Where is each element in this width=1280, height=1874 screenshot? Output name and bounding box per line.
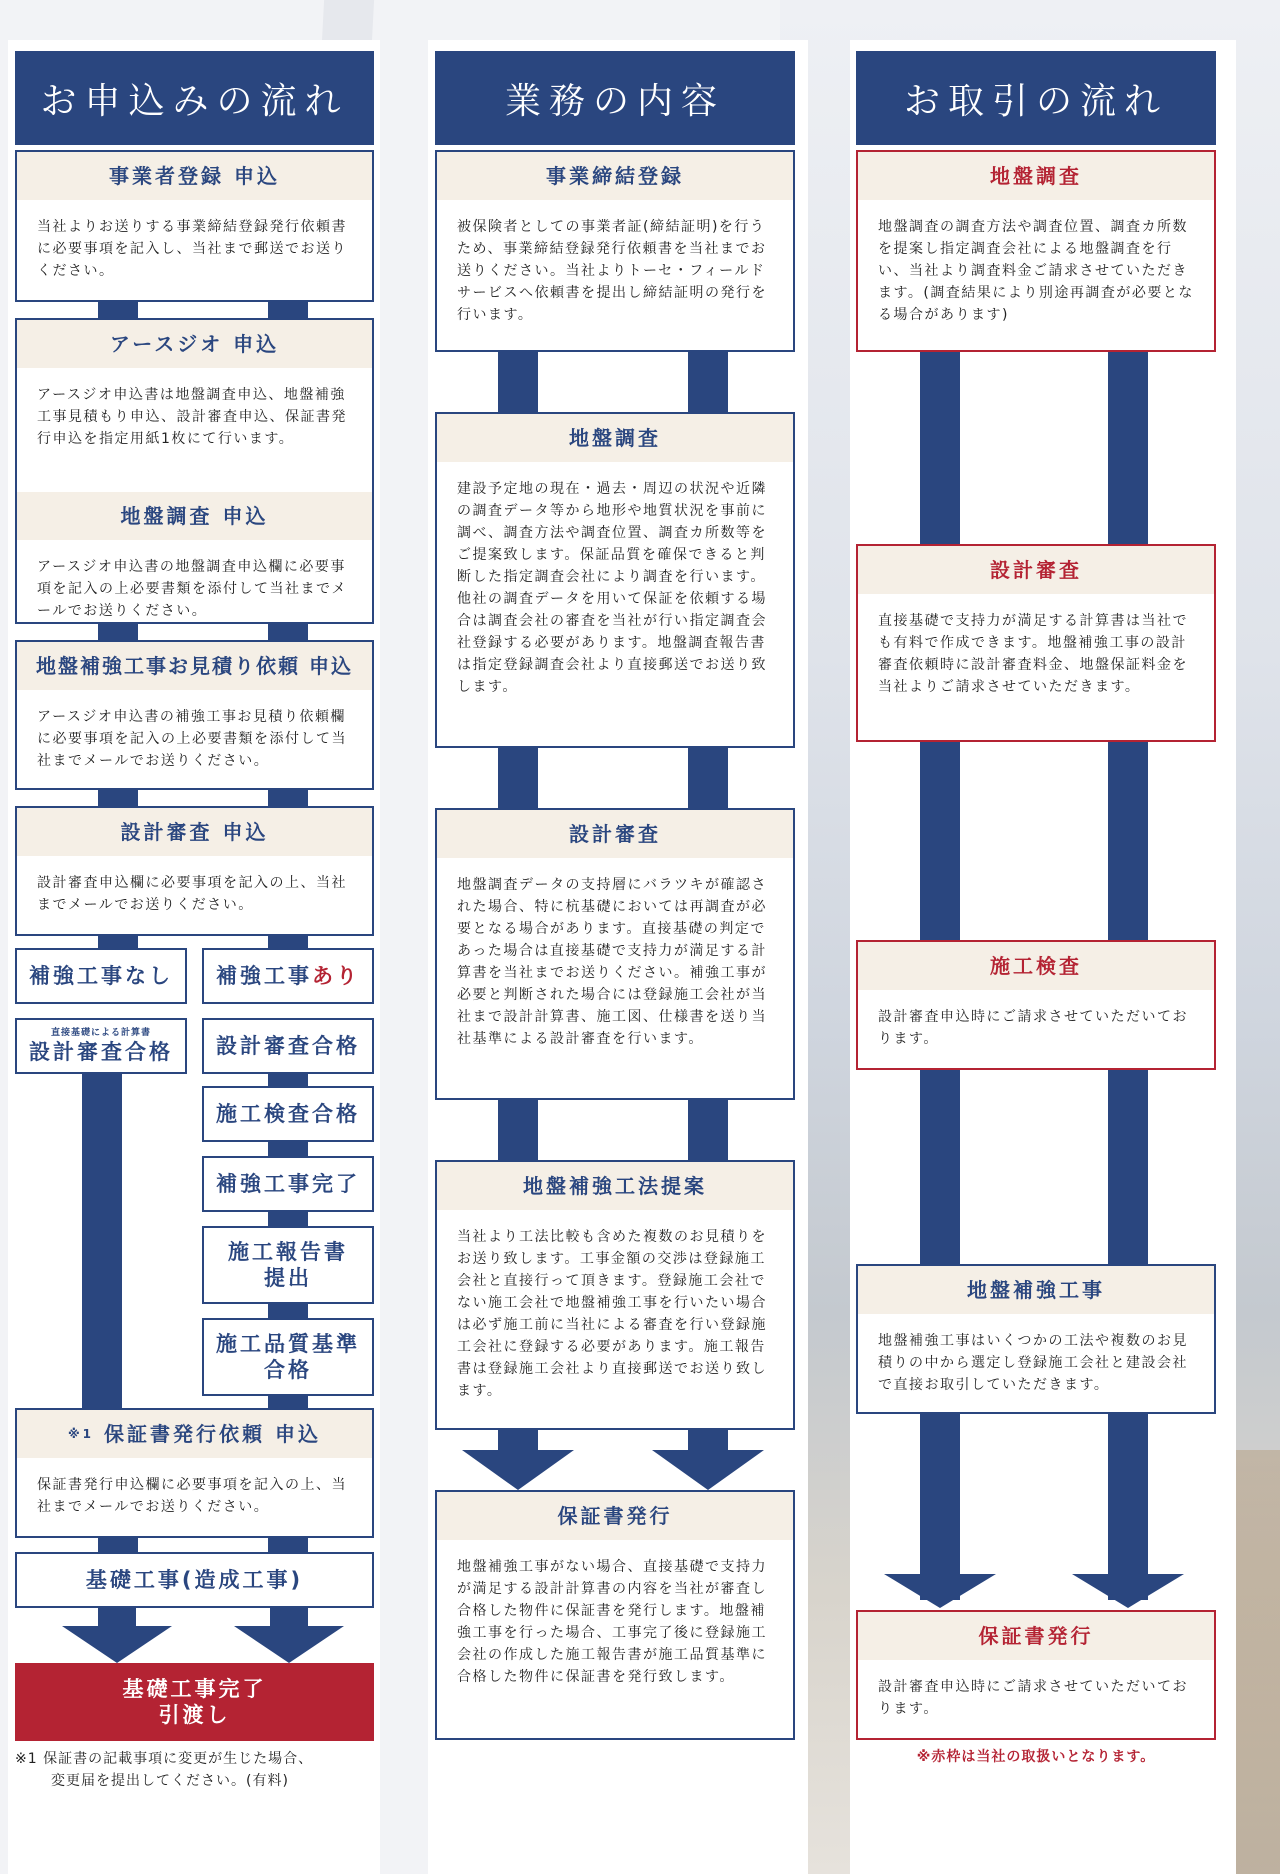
middle-column-title: 業務の内容	[504, 80, 725, 122]
right-box-reinforcement-work	[856, 1264, 1216, 1414]
down-arrow	[234, 1608, 344, 1663]
box-body: 地盤調査データの支持層にバラツキが確認された場合、特に杭基礎においては再調査が必要となる場合があります。直接基礎の判定であった場合は直接基礎で支持力が満足する計算書を当社までお送りください。補強工事が必要と判断された場合には登録施工会社が当社まで設計計算書、施工図、仕様書を送り当社基準による設計審査を行います。	[457, 877, 767, 1047]
box-title: 地盤補強工事	[858, 1266, 1214, 1314]
box-body: 設計審査申込欄に必要事項を記入の上、当社までメールでお送りください。	[37, 875, 347, 913]
box-body: 地盤補強工事はいくつかの工法や複数のお見積りの中から選定し登録施工会社と建設会社で直接お取引していただきます。	[878, 1333, 1188, 1393]
right-box-construction-inspection	[856, 940, 1216, 1070]
left-box-earthgeo-application	[15, 318, 374, 624]
branch-no-label: 補強工事なし	[29, 964, 173, 988]
yes-path-label: 設計審査合格	[216, 1034, 360, 1058]
yes-path-label: 補強工事完了	[216, 1172, 360, 1196]
box-title: 設計審査 申込	[17, 808, 372, 856]
middle-column-header	[435, 51, 795, 145]
box-body: 被保険者としての事業者証(締結証明)を行うため、事業締結登録発行依頼書を当社までお送りください。当社よりトーセ・フィールドサービスへ依頼書を提出し締結証明の発行を行います。	[457, 219, 767, 323]
box-title: 設計審査	[858, 546, 1214, 594]
box-body: 当社よりお送りする事業締結登録発行依頼書に必要事項を記入し、当社まで郵送でお送りください。	[37, 219, 347, 279]
left-box-design-review-application	[15, 806, 374, 936]
no-path-small-label: 直接基礎による計算書	[50, 1028, 151, 1038]
final-line1: 基礎工事完了	[122, 1677, 267, 1701]
left-column-header	[15, 51, 374, 145]
final-handover	[15, 1663, 374, 1741]
box-body: 設計審査申込時にご請求させていただいております。	[878, 1679, 1188, 1717]
down-arrow	[462, 1428, 574, 1490]
box-title: 地盤調査	[437, 414, 793, 462]
branch-yes-emphasis: あり	[312, 964, 360, 988]
branch-yes-label: 補強工事	[216, 964, 312, 988]
box-title: 地盤調査	[858, 152, 1214, 200]
connector-bar	[688, 1098, 728, 1162]
down-arrow	[1072, 1560, 1184, 1608]
box-body: 建設予定地の現在・過去・周辺の状況や近隣の調査データ等から地形や地質状況を事前に調べ、調査方法や調査位置、調査カ所数等をご提案致します。保証品質を確保できると判断した指定調査会社により調査を行います。他社の調査データを用いて保証を依頼する場合は調査会社の審査を当社が行い指定調査会社登録する必要があります。地盤調査報告書は指定登録調査会社より直接郵送でお送り致します。	[457, 481, 767, 695]
yes-path-label: 施工品質基準 合格	[216, 1332, 360, 1382]
box-subtitle: 地盤調査 申込	[17, 492, 372, 540]
branch-with-reinforcement	[202, 948, 374, 1004]
box-body: アースジオ申込書の地盤調査申込欄に必要事項を記入の上必要書類を添付して当社までメールでお送りください。	[37, 559, 347, 619]
box-body: アースジオ申込書の補強工事お見積り依頼欄に必要事項を記入の上必要書類を添付して当社までメールでお送りください。	[37, 709, 347, 769]
middle-box-registration	[435, 150, 795, 352]
footnote-mark: ※1	[68, 1427, 95, 1441]
connector-bar	[688, 350, 728, 414]
box-title	[17, 1410, 372, 1458]
box-body: 地盤補強工事がない場合、直接基礎で支持力が満足する設計計算書の内容を当社が審査し合格した物件に保証書を発行します。地盤補強工事を行った場合、工事完了後に登録施工会社の作成した施工報告書が施工品質基準に合格した物件に保証書を発行致します。	[457, 1559, 767, 1685]
middle-box-design-review	[435, 808, 795, 1100]
box-title: 事業締結登録	[437, 152, 793, 200]
branch-no-reinforcement	[15, 948, 187, 1004]
box-title: アースジオ 申込	[17, 320, 372, 368]
final-line2: 引渡し	[158, 1703, 231, 1727]
footnote	[15, 1748, 385, 1792]
box-title: 事業者登録 申込	[17, 152, 372, 200]
connector-bar	[498, 350, 538, 414]
box-title-text: 保証書発行依頼 申込	[104, 1422, 321, 1446]
box-body: アースジオ申込書は地盤調査申込、地盤補強工事見積もり申込、設計審査申込、保証書発行申込を指定用紙1枚にて行います。	[37, 387, 347, 447]
down-arrow	[62, 1608, 172, 1663]
left-box-certificate-request	[15, 1408, 374, 1538]
middle-box-reinforcement-proposal	[435, 1160, 795, 1430]
right-box-design-review	[856, 544, 1216, 742]
box-body: 地盤調査の調査方法や調査位置、調査カ所数を提案し指定調査会社による地盤調査を行い、当社より調査料金ご請求させていただきます。(調査結果により別途再調査が必要となる場合があります)	[878, 219, 1194, 323]
box-title: 保証書発行	[858, 1612, 1214, 1660]
connector-bar	[498, 745, 538, 809]
left-box-business-registration	[15, 150, 374, 302]
down-arrow	[884, 1560, 996, 1608]
yes-path-label: 施工報告書 提出	[228, 1240, 348, 1290]
box-title: 地盤補強工法提案	[437, 1162, 793, 1210]
no-path-bar	[82, 1070, 122, 1410]
foundation-label: 基礎工事(造成工事)	[85, 1568, 304, 1592]
right-box-certificate-issue	[856, 1610, 1216, 1740]
yes-path-reinforcement-complete	[202, 1156, 374, 1212]
down-arrow	[652, 1428, 764, 1490]
box-body: 直接基礎で支持力が満足する計算書は当社でも有料で作成できます。地盤補強工事の設計審査依頼時に設計審査料金、地盤保証料金を当社よりご請求させていただきます。	[878, 613, 1188, 695]
box-body: 当社より工法比較も含めた複数のお見積りをお送り致します。工事金額の交渉は登録施工会社と直接行って頂きます。登録施工会社でない施工会社で地盤補強工事を行いたい場合は必ず施工前に当社による審査を行い登録施工会社に登録する必要があります。施工報告書は登録施工会社より直接郵送でお送り致します。	[457, 1229, 767, 1399]
no-path-design-pass	[15, 1018, 187, 1074]
right-column-title: お取引の流れ	[903, 80, 1168, 122]
right-box-ground-survey	[856, 150, 1216, 352]
box-title: 地盤補強工事お見積り依頼 申込	[17, 642, 372, 690]
left-box-estimate-request	[15, 640, 374, 790]
yes-path-report-submission	[202, 1226, 374, 1304]
box-title: 施工検査	[858, 942, 1214, 990]
yes-path-quality-pass	[202, 1318, 374, 1396]
middle-box-ground-survey	[435, 412, 795, 748]
left-column-title: お申込みの流れ	[40, 80, 349, 122]
box-body: 設計審査申込時にご請求させていただいております。	[878, 1009, 1188, 1047]
connector-bar	[498, 1098, 538, 1162]
yes-path-inspection-pass	[202, 1086, 374, 1142]
no-path-label: 設計審査合格	[29, 1040, 173, 1064]
connector-bar	[688, 745, 728, 809]
right-column-header	[856, 51, 1216, 145]
footnote-line1: ※1 保証書の記載事項に変更が生じた場合、	[15, 1751, 314, 1767]
foundation-work	[15, 1552, 374, 1608]
footnote-line2: 変更届を提出してください。(有料)	[51, 1773, 289, 1789]
box-body: 保証書発行申込欄に必要事項を記入の上、当 社までメールでお送りください。	[37, 1477, 347, 1515]
yes-path-label: 施工検査合格	[216, 1102, 360, 1126]
box-title: 設計審査	[437, 810, 793, 858]
red-frame-note	[856, 1746, 1216, 1768]
box-title: 保証書発行	[437, 1492, 793, 1540]
middle-box-certificate-issue	[435, 1490, 795, 1740]
yes-path-design-pass	[202, 1018, 374, 1074]
red-frame-note-text: ※赤枠は当社の取扱いとなります。	[916, 1749, 1156, 1765]
